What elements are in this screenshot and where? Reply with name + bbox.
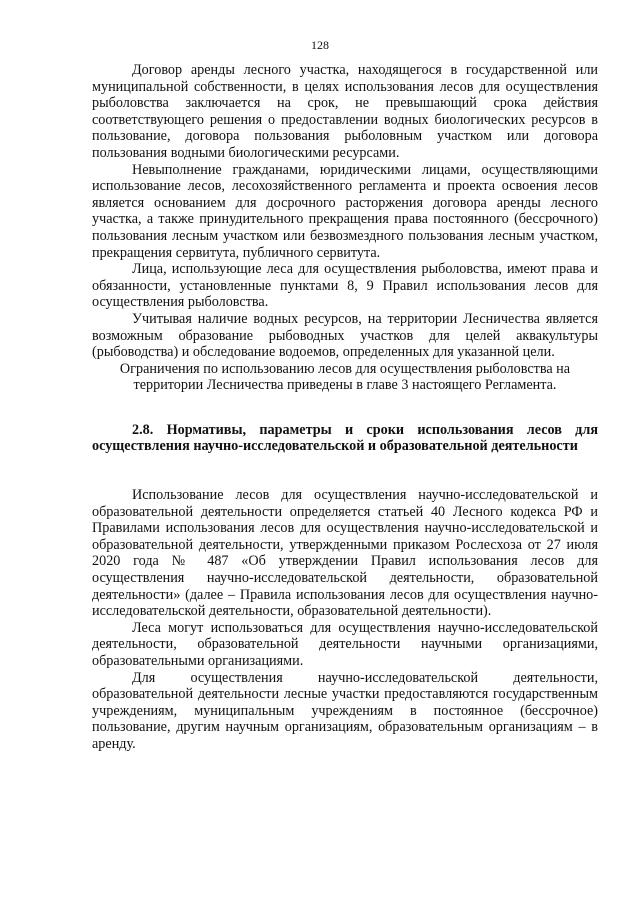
document-body: [92, 62, 598, 753]
paragraph-rights-obligations: Лица, использующие леса для осуществления рыболовства, имеют права и обязанности, установленные пунктами 8, 9 Правил использования лесов для осуществления рыболовства.: [92, 261, 598, 311]
paragraph-research-users: Леса могут использоваться для осуществления научно-исследовательской деятельности, образовательной деятельности научными организациями, образовательными организациями.: [92, 619, 598, 669]
paragraph-restriction-note: Ограничения по использованию лесов для осуществления рыболовства на территории Лесничества приведены в главе 3 настоящего Регламента.: [119, 360, 571, 394]
section-heading: 2.8. Нормативы, параметры и сроки использования лесов для осуществления научно-исследовательской и образовательной деятельности: [92, 421, 598, 455]
paragraph-aquaculture: Учитывая наличие водных ресурсов, на территории Лесничества является возможным образование рыбоводных участков для целей аквакультуры (рыбоводства) и обследование водоемов, определенных для указанной цели.: [92, 310, 598, 361]
paragraph-research-legal-basis: Использование лесов для осуществления научно-исследовательской и образовательной деятельности определяется статьей 40 Лесного кодекса РФ и Правилами использования лесов для осуществления научно-исследовательской и образовательной деятельности, утвержденными приказом Рослесхоза от 27 июля 2020 года № 487 «Об утверждении Правил использования лесов для осуществления научно-исследовательской деятельности, образовательной деятельности» (далее – Правила использования лесов для осуществления научно-исследовательской деятельности, образовательной деятельности).: [92, 487, 598, 620]
paragraph-lease-term: Договор аренды лесного участка, находящегося в государственной или муниципальной собственности, в целях использования лесов для осуществления рыболовства заключается на срок, не превышающий срока действия соответствующего решения о предоставлении водных биологических ресурсов в пользование, договора пользования рыболовным участком или договора пользования водными биологическими ресурсами.: [92, 62, 598, 161]
page-number: 128: [311, 38, 329, 52]
paragraph-research-provision: Для осуществления научно-исследовательской деятельности, образовательной деятельности лесные участки предоставляются государственным учреждениям, муниципальным учреждениям в постоянное (бессрочное) пользование, другим научным организациям, образовательным организациям – в аренду.: [92, 669, 598, 752]
paragraph-violation-consequences: Невыполнение гражданами, юридическими лицами, осуществляющими использование лесов, лесохозяйственного регламента и проекта освоения лесов является основанием для досрочного расторжения договора аренды лесного участка, а также принудительного прекращения права постоянного (бессрочного) пользования лесным участком или безвозмездного пользования лесным участком, прекращения сервитута, публичного сервитута.: [92, 161, 598, 261]
